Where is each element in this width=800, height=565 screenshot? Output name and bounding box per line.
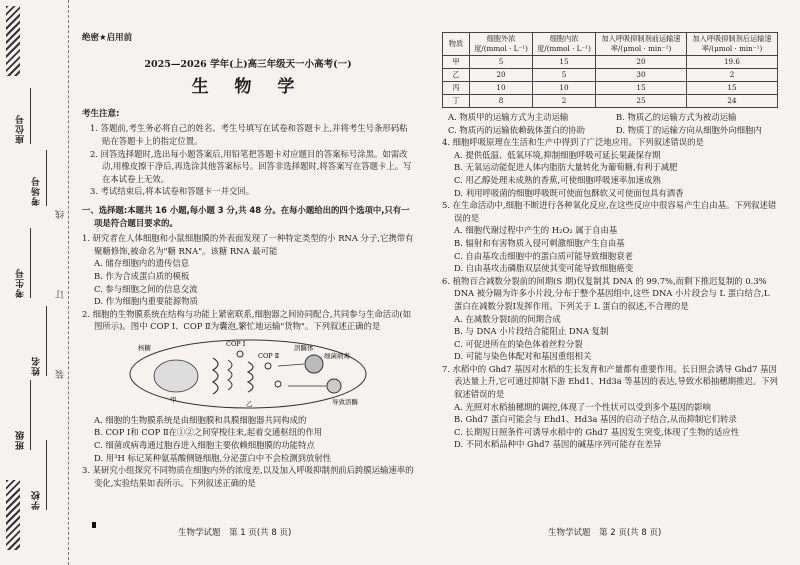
- table-cell: 15: [596, 82, 687, 95]
- notice-item: 1. 答题前,考生务必将自己的姓名、考生号填写在试卷和答题卡上,并将考生号条形码粘贴在答题卡上的指定位置。: [90, 123, 408, 146]
- notice-item: 2. 回答选择题时,选出每小题答案后,用铅笔把答题卡对应题目的答案标号涂黑。如需改动,用橡皮擦干净后,再选涂其他答案标号。回答非选择题时,将答案写在答题卡上。写在本试卷上无效。: [90, 148, 412, 184]
- school-field: 学校: [30, 440, 47, 510]
- notice-item: 3. 考试结束后,将本试卷和答题卡一并交回。: [90, 186, 255, 197]
- question-2-option-a: A. 细胞的生物膜系统是由细胞膜和具膜细胞器共同构成的: [94, 414, 307, 425]
- question-6-option-b: B. 与 DNA 小片段结合能阻止 DNA 复制: [454, 326, 609, 337]
- question-5-option-b: B. 辐射和有害物质入侵可刺激细胞产生自由基: [454, 237, 625, 248]
- question-7-stem: 7. 水稻中的 Ghd7 基因对水稻的生长发育和产量都有重要作用。长日照会诱导 Ghd7 基因表达量上升,它可通过抑制下游 Ehd1、Hd3a 等基因的表达,导致水稻抽穗期推迟。下列叙述错误的是: [442, 363, 778, 400]
- transport-data-table: [442, 32, 778, 108]
- table-cell: 15: [686, 82, 777, 95]
- question-5-option-d: D. 自由基攻击磷脂双层使其变可能导致细胞癌变: [454, 263, 634, 274]
- diagram-label: 细菌病毒: [324, 351, 350, 360]
- question-4-option-d: D. 利用呼吸菌的细胞呼吸既可使面包酥软又可使面包具有酒香: [454, 187, 684, 198]
- table-row: [443, 69, 778, 82]
- table-cell: 19.6: [686, 56, 777, 69]
- question-4-stem: 4. 细胞呼吸原理在生活和生产中得到了广泛地应用。下列叙述错误的是: [442, 137, 704, 148]
- exam-number-field: 考生号: [14, 228, 31, 298]
- table-cell: 5: [533, 69, 596, 82]
- name-field: 姓名: [30, 306, 47, 376]
- table-row: [443, 95, 778, 108]
- table-row: [443, 82, 778, 95]
- question-2-option-c: C. 细菌或病毒通过胞吞进入细胞主要依赖细胞膜的功能特点: [94, 440, 315, 451]
- secret-label: 绝密★启用前: [82, 33, 133, 43]
- question-6-option-a: A. 在减数分裂Ⅰ前的间期合成: [454, 313, 561, 324]
- question-3-option-d: D. 物质丁的运输方向从细胞外向细胞内: [616, 124, 762, 135]
- question-3-options: [442, 111, 778, 136]
- table-cell: 25: [596, 95, 687, 108]
- diagram-label: COP Ⅱ: [258, 351, 280, 360]
- table-cell: 2: [533, 95, 596, 108]
- table-header-cell: 加入呼吸抑制剂前运输速率/(μmol · min⁻¹): [596, 33, 687, 56]
- right-page: [442, 32, 778, 451]
- question-7-option-c: C. 长期短日照条件可诱导水稻中的 Ghd7 基因发生突变,体现了生物的适应性: [454, 426, 740, 437]
- table-cell: 30: [596, 69, 687, 82]
- question-1-option-a: A. 储存细胞内的遗传信息: [94, 258, 190, 269]
- table-header-cell: 加入呼吸抑制剂后运输速率/(μmol · min⁻¹): [686, 33, 777, 56]
- diagram-label: 乙: [246, 399, 253, 408]
- question-1-stem: 1. 研究者在人体细胞和小鼠细胞膜的外表面发现了一种特定类型的小 RNA 分子,它携带有聚糖修饰,被命名为"糖 RNA"。该糖 RNA 最可能: [82, 233, 414, 256]
- seal-ding-mark: 订: [56, 290, 66, 299]
- table-row: [443, 56, 778, 69]
- question-2-stem: 2. 细胞的生物膜系统在结构与功能上紧密联系,细胞器之间协同配合,共同参与生命活动(如图所示)。图中 COP Ⅰ、COP Ⅱ为囊泡,繁忙地运输"货物"。下列叙述正确的是: [82, 308, 412, 332]
- cell-diagram-svg: [118, 336, 378, 410]
- question-1-option-b: B. 作为合成蛋白质的模板: [94, 270, 190, 281]
- binding-strip: [0, 0, 69, 565]
- subject-title: 生 物 学: [191, 77, 305, 98]
- footer-page-1: 生物学试题 第 1 页(共 8 页): [178, 528, 292, 538]
- left-page: [82, 32, 414, 489]
- question-6-option-c: C. 可促进所在的染色体着丝粒分裂: [454, 338, 583, 349]
- footer-page-2: 生物学试题 第 2 页(共 8 页): [548, 528, 662, 538]
- question-7-option-d: D. 不同水稻品种中 Ghd7 基因的碱基序列可能存在差异: [454, 439, 662, 450]
- table-cell: 丁: [443, 95, 470, 108]
- table-cell: 5: [470, 56, 533, 69]
- diagram-label: 甲: [170, 395, 177, 404]
- table-cell: 20: [596, 56, 687, 69]
- question-5-stem: 5. 在生命活动中,细胞不断进行各种氧化反应,在这些反应中很容易产生自由基。下列叙述错误的是: [442, 200, 777, 223]
- seat-number-field: 座位号: [14, 88, 31, 144]
- question-5-option-a: A. 细胞代谢过程中产生的 H₂O₂ 属于自由基: [454, 225, 618, 236]
- question-7-option-a: A. 光照对水稻抽穗期的调控,体现了一个性状可以受到多个基因的影响: [454, 401, 711, 412]
- table-cell: 2: [686, 69, 777, 82]
- table-cell: 8: [470, 95, 533, 108]
- question-3-option-a: A. 物质甲的运输方式为主动运输: [448, 112, 569, 122]
- question-1-option-d: D. 作为细胞内重要能源物质: [94, 296, 198, 307]
- page-mark: [92, 522, 96, 528]
- exam-room-field: 考场号: [30, 150, 47, 206]
- question-1-option-c: C. 参与细胞之间的信息交流: [94, 283, 198, 294]
- seal-line-mark: 线: [56, 210, 66, 219]
- class-field: 班级: [14, 380, 31, 450]
- question-4-option-c: C. 用乙醇处理未成熟的香蕉,可使细胞呼吸速率加速成熟: [454, 174, 661, 185]
- question-6-stem: 6. 植物百合减数分裂前的间期(S 期)仅复制其 DNA 的 99.7%,而剩下推迟复制的 0.3% DNA 被分隔为许多小片段,分布于整个基因组中,这些 DNA 小片段会与 L 蛋白结合,L 蛋白在减数分裂Ⅰ发挥作用。下列关于 L 蛋白的叙述,不合理的是: [442, 275, 770, 311]
- diagram-label: 导致溶酶: [332, 397, 358, 406]
- question-2-option-d: D. 用³H 标记某种氨基酸侧链细胞,分泌蛋白中不会检测到放射性: [94, 452, 332, 463]
- table-cell: 乙: [443, 69, 470, 82]
- question-3-option-c: C. 物质丙的运输依赖载体蛋白的协助: [448, 124, 586, 135]
- question-6-option-d: D. 可能与染色体配对和基因重组相关: [454, 351, 592, 362]
- exam-title: 2025—2026 学年(上)高三年级天一小高考(一): [144, 58, 352, 70]
- table-header-row: [443, 33, 778, 56]
- seal-zhuang-mark: 装: [56, 370, 66, 379]
- cell-membrane-diagram: [118, 336, 378, 410]
- notice-title: 考生注意:: [82, 108, 120, 119]
- question-2-option-b: B. COP Ⅰ和 COP Ⅱ在①②之间穿梭往来,起着交通枢纽的作用: [94, 427, 323, 438]
- diagram-label: 溶酶体: [294, 343, 314, 352]
- diagram-label: 核糖: [138, 343, 151, 352]
- table-cell: 15: [533, 56, 596, 69]
- binding-stripes-top: [6, 6, 20, 76]
- table-cell: 10: [470, 82, 533, 95]
- question-3-stem: 3. 某研究小组探究不同物质在细胞内外的浓度差,以及加入呼吸抑制剂前后跨膜运输速率的变化,实验结果如表所示。下列叙述正确的是: [82, 465, 414, 488]
- table-header-cell: 物质: [443, 33, 470, 56]
- table-cell: 24: [686, 95, 777, 108]
- table-cell: 20: [470, 69, 533, 82]
- table-cell: 甲: [443, 56, 470, 69]
- diagram-label: COP Ⅰ: [226, 339, 246, 348]
- question-7-option-b: B. Ghd7 蛋白可能会与 Ehd1、Hd3a 基因的启动子结合,从而抑制它们转录: [454, 414, 737, 425]
- question-4-option-b: B. 无氧运动能促进人体内脂肪大量转化为葡萄糖,有利于减肥: [454, 162, 678, 173]
- table-header-cell: 细胞内浓度/(mmol · L⁻¹): [533, 33, 596, 56]
- section-heading: 一、选择题:本题共 16 小题,每小题 3 分,共 48 分。在每小题给出的四个选项中,只有一项是符合题目要求的。: [82, 204, 410, 228]
- binding-stripes-bottom: [6, 480, 20, 550]
- table-cell: 10: [533, 82, 596, 95]
- question-3-option-b: B. 物质乙的运输方式为被动运输: [616, 112, 737, 122]
- table-cell: 丙: [443, 82, 470, 95]
- question-5-option-c: C. 自由基攻击细胞中的蛋白质可能导致细胞衰老: [454, 250, 633, 261]
- table-header-cell: 细胞外浓度/(mmol · L⁻¹): [470, 33, 533, 56]
- question-4-option-a: A. 提供低温、低氧环境,抑制细胞呼吸可延长果蔬保存期: [454, 149, 661, 160]
